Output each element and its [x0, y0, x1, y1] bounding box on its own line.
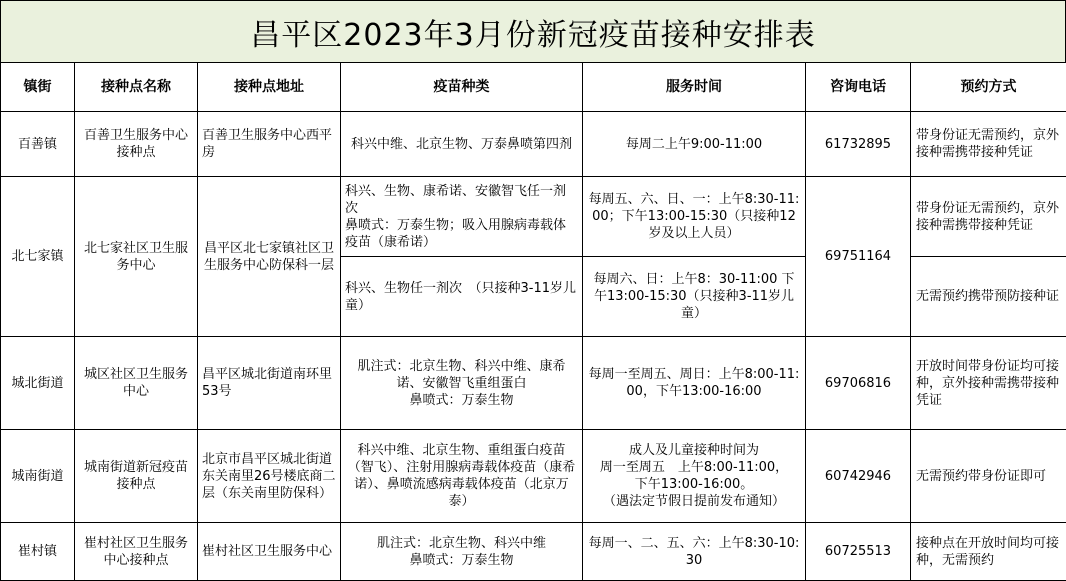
cell-phone: 60742946 [806, 430, 911, 523]
cell-town: 城南街道 [1, 430, 75, 523]
cell-site-address: 崔村社区卫生服务中心 [198, 523, 341, 581]
cell-vaccine-types: 肌注式：北京生物、科兴中维 鼻喷式：万泰生物 [341, 523, 583, 581]
cell-vaccine-types: 科兴中维、北京生物、重组蛋白疫苗（智飞）、注射用腺病毒载体疫苗（康希诺）、鼻喷流感病毒载体疫苗（北京万泰） [341, 430, 583, 523]
cell-town: 北七家镇 [1, 177, 75, 337]
cell-booking: 带身份证无需预约，京外接种需携带接种凭证 [911, 112, 1066, 177]
header-vaccine-types: 疫苗种类 [341, 63, 583, 112]
cell-town: 城北街道 [1, 337, 75, 430]
table-row [1, 337, 1066, 430]
table-row [1, 112, 1066, 177]
cell-phone: 60725513 [806, 523, 911, 581]
cell-town: 百善镇 [1, 112, 75, 177]
cell-town: 崔村镇 [1, 523, 75, 581]
cell-booking: 接种点在开放时间均可接种，无需预约 [911, 523, 1066, 581]
cell-booking: 无需预约带身份证即可 [911, 430, 1066, 523]
cell-booking: 无需预约携带预防接种证 [911, 257, 1066, 337]
table-row [1, 177, 1066, 257]
header-row [1, 63, 1066, 112]
cell-site-address: 昌平区城北街道南环里53号 [198, 337, 341, 430]
cell-service-time: 成人及儿童接种时间为 周一至周五 上午8:00-11:00， 下午13:00-16:00。 （遇法定节假日提前发布通知） [583, 430, 806, 523]
vaccination-schedule-table [0, 62, 1066, 581]
header-site-address: 接种点地址 [198, 63, 341, 112]
cell-service-time: 每周一、二、五、六：上午8:30-10:30 [583, 523, 806, 581]
cell-site-name: 崔村社区卫生服务中心接种点 [75, 523, 198, 581]
header-phone: 咨询电话 [806, 63, 911, 112]
cell-vaccine-types: 科兴、生物任一剂次 （只接种3-11岁儿童） [341, 257, 583, 337]
cell-site-address: 昌平区北七家镇社区卫生服务中心防保科一层 [198, 177, 341, 337]
cell-vaccine-types: 科兴、生物、康希诺、安徽智飞任一剂次 鼻喷式：万泰生物；吸入用腺病毒载体疫苗（康希诺） [341, 177, 583, 257]
header-town: 镇街 [1, 63, 75, 112]
title-bar [0, 0, 1066, 63]
header-booking: 预约方式 [911, 63, 1066, 112]
cell-phone: 61732895 [806, 112, 911, 177]
cell-service-time: 每周一至周五、周日：上午8:00-11:00，下午13:00-16:00 [583, 337, 806, 430]
cell-site-address: 百善卫生服务中心西平房 [198, 112, 341, 177]
cell-phone: 69751164 [806, 177, 911, 337]
cell-vaccine-types: 科兴中维、北京生物、万泰鼻喷第四剂 [341, 112, 583, 177]
table-row [1, 430, 1066, 523]
cell-phone: 69706816 [806, 337, 911, 430]
cell-service-time: 每周五、六、日、一：上午8:30-11:00；下午13:00-15:30（只接种12岁及以上人员） [583, 177, 806, 257]
cell-service-time: 每周二上午9:00-11:00 [583, 112, 806, 177]
header-service-time: 服务时间 [583, 63, 806, 112]
cell-site-address: 北京市昌平区城北街道东关南里26号楼底商二层（东关南里防保科） [198, 430, 341, 523]
cell-site-name: 城区社区卫生服务中心 [75, 337, 198, 430]
header-site-name: 接种点名称 [75, 63, 198, 112]
cell-booking: 带身份证无需预约，京外接种需携带接种凭证 [911, 177, 1066, 257]
cell-site-name: 百善卫生服务中心接种点 [75, 112, 198, 177]
cell-service-time: 每周六、日：上午8：30-11:00 下午13:00-15:30（只接种3-11岁儿童） [583, 257, 806, 337]
page-title: 昌平区2023年3月份新冠疫苗接种安排表 [250, 17, 816, 53]
cell-booking: 开放时间带身份证均可接种，京外接种需携带接种凭证 [911, 337, 1066, 430]
cell-site-name: 北七家社区卫生服务中心 [75, 177, 198, 337]
cell-vaccine-types: 肌注式：北京生物、科兴中维、康希诺、安徽智飞重组蛋白 鼻喷式：万泰生物 [341, 337, 583, 430]
cell-site-name: 城南街道新冠疫苗接种点 [75, 430, 198, 523]
table-row [1, 523, 1066, 581]
